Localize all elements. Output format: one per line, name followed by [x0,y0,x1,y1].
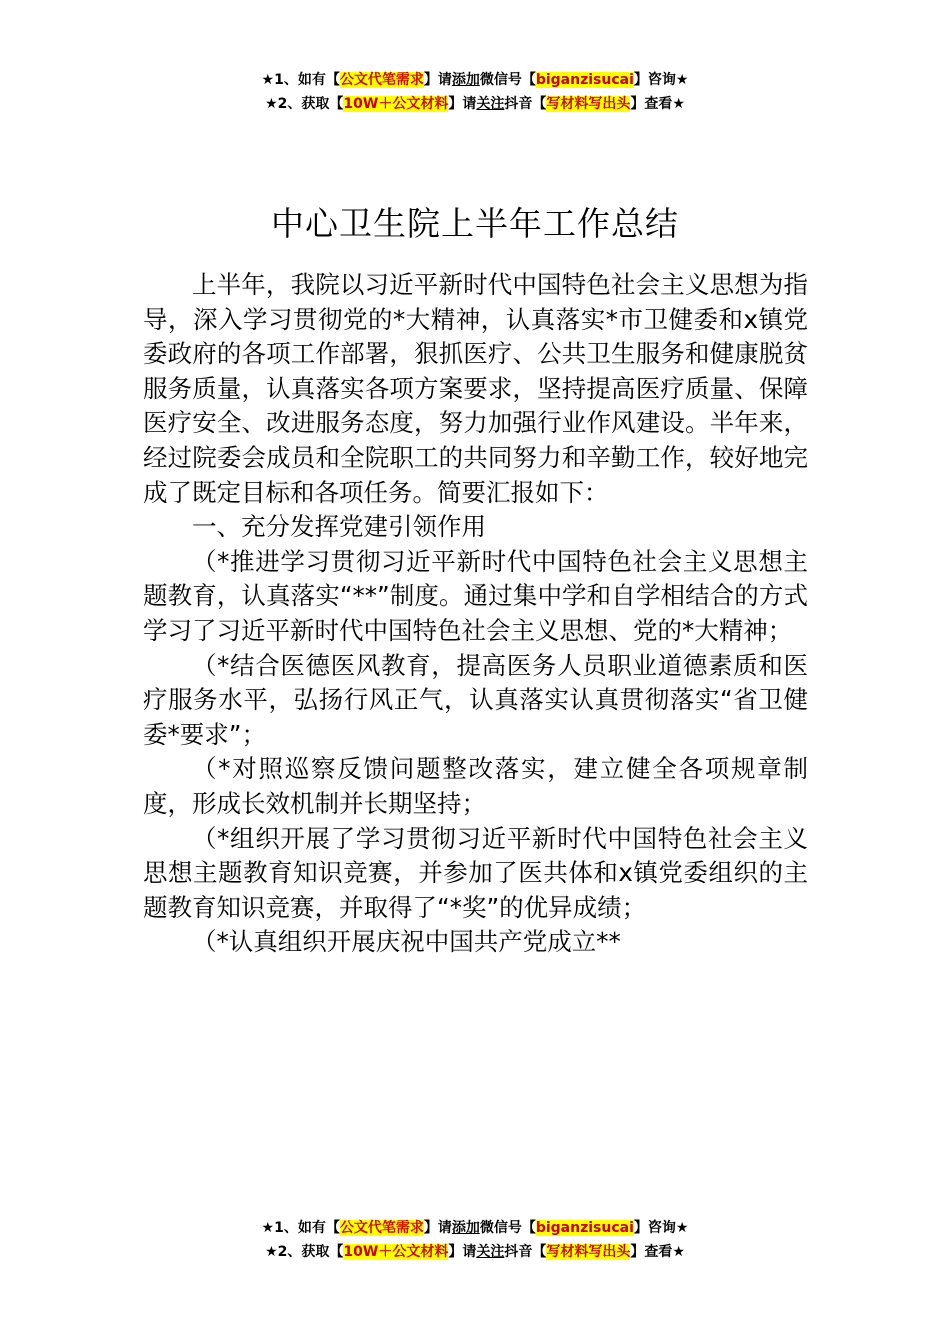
promo-line-2: ★2、获取【10W＋公文材料】请关注抖音【写材料写出头】查看★ [265,1244,685,1260]
paragraph-item: （*组织开展了学习贯彻习近平新时代中国特色社会主义思想主题教育知识竞赛，并参加了医共体和x镇党委组织的主题教育知识竞赛，并取得了“*奖”的优异成绩； [143,823,808,922]
footer-promo-banner [0,1216,950,1264]
promo-wechat-id: biganzisucai [535,1220,634,1236]
paragraph-item: （*对照巡察反馈问题整改落实，建立健全各项规章制度，形成长效机制并长期坚持； [143,754,808,818]
paragraph-item: （*结合医德医风教育，提高医务人员职业道德素质和医疗服务水平，弘扬行风正气，认真落实认真贯彻落实“省卫健委*要求”； [143,650,808,749]
promo-line-2: ★2、获取【10W＋公文材料】请关注抖音【写材料写出头】查看★ [265,96,685,112]
promo-highlight: 公文代笔需求 [339,1220,424,1236]
document-body [143,268,808,960]
promo-line-1: ★1、如有【公文代笔需求】请添加微信号【biganzisucai】咨询★ [261,1220,689,1236]
paragraph-intro: 上半年，我院以习近平新时代中国特色社会主义思想为指导，深入学习贯彻党的*大精神，认真落实*市卫健委和x镇党委政府的各项工作部署，狠抓医疗、公共卫生服务和健康脱贫服务质量，认真落实各项方案要求，坚持提高医疗质量、保障医疗安全、改进服务态度，努力加强行业作风建设。半年来，经过院委会成员和全院职工的共同努力和辛勤工作，较好地完成了既定目标和各项任务。简要汇报如下： [143,270,808,507]
promo-wechat-id: biganzisucai [535,72,634,88]
header-promo-banner [0,68,950,116]
promo-highlight: 公文代笔需求 [339,72,424,88]
promo-line-1: ★1、如有【公文代笔需求】请添加微信号【biganzisucai】咨询★ [261,72,689,88]
promo-douyin-id: 写材料写出头 [546,96,631,112]
promo-highlight: 10W＋公文材料 [343,1244,449,1260]
promo-douyin-id: 写材料写出头 [546,1244,631,1260]
paragraph-item: （*推进学习贯彻习近平新时代中国特色社会主义思想主题教育，认真落实“**”制度。通过集中学和自学相结合的方式学习了习近平新时代中国特色社会主义思想、党的*大精神； [143,546,808,645]
paragraph-item: （*认真组织开展庆祝中国共产党成立** [192,927,621,957]
document-title: 中心卫生院上半年工作总结 [271,204,679,244]
promo-highlight: 10W＋公文材料 [343,96,449,112]
section-heading: 一、充分发挥党建引领作用 [192,512,486,542]
